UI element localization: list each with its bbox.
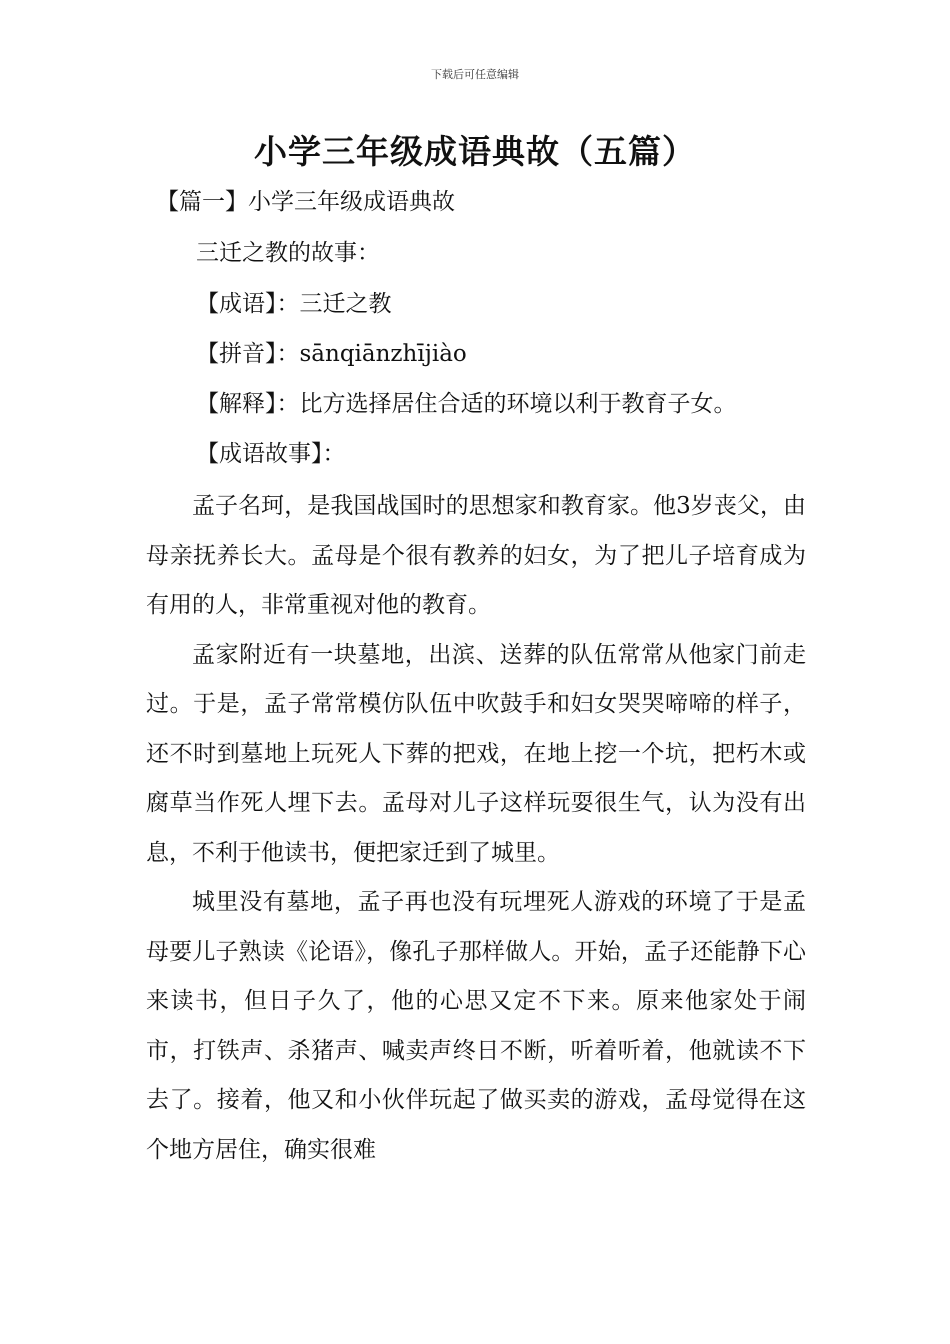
field-label: 【解释】：	[196, 391, 300, 417]
field-value: sānqiānzhījiào	[299, 341, 467, 367]
story-paragraph: 孟家附近有一块墓地，出滨、送葬的队伍常常从他家门前走过。于是，孟子常常模仿队伍中吹鼓手和妇女哭哭啼啼的样子，还不时到墓地上玩死人下葬的把戏，在地上挖一个坑，把朽木或腐草当作死人埋下去。孟母对儿子这样玩耍很生气，认为没有出息，不利于他读书，便把家迁到了城里。	[146, 641, 806, 866]
document-title: 小学三年级成语典故（五篇）	[254, 132, 696, 171]
story-body	[146, 482, 806, 1175]
field-story	[196, 435, 346, 468]
field-value: 比方选择居住合适的环境以利于教育子女。	[299, 391, 737, 417]
section-heading: 【篇一】小学三年级成语典故	[156, 189, 455, 215]
field-idiom	[196, 285, 392, 318]
field-pinyin	[196, 335, 467, 368]
story-paragraph: 城里没有墓地，孟子再也没有玩埋死人游戏的环境了于是孟母要儿子熟读《论语》，像孔子那样做人。开始，孟子还能静下心来读书，但日子久了，他的心思又定不下来。原来他家处于闹市，打铁声、杀猪声、喊卖声终日不断，听着听着，他就读不下去了。接着，他又和小伙伴玩起了做买卖的游戏，孟母觉得在这个地方居住，确实很难	[146, 889, 806, 1163]
header-note: 下载后可任意编辑	[431, 68, 519, 81]
field-value: 三迁之教	[299, 291, 392, 317]
field-label: 【拼音】：	[196, 341, 300, 367]
field-label: 【成语】：	[196, 291, 300, 317]
field-explanation	[196, 385, 737, 418]
story-title: 三迁之教的故事：	[196, 240, 380, 266]
field-label: 【成语故事】：	[196, 441, 346, 467]
story-paragraph: 孟子名珂，是我国战国时的思想家和教育家。他3岁丧父，由母亲抚养长大。孟母是个很有教养的妇女，为了把儿子培育成为有用的人，非常重视对他的教育。	[146, 493, 806, 618]
